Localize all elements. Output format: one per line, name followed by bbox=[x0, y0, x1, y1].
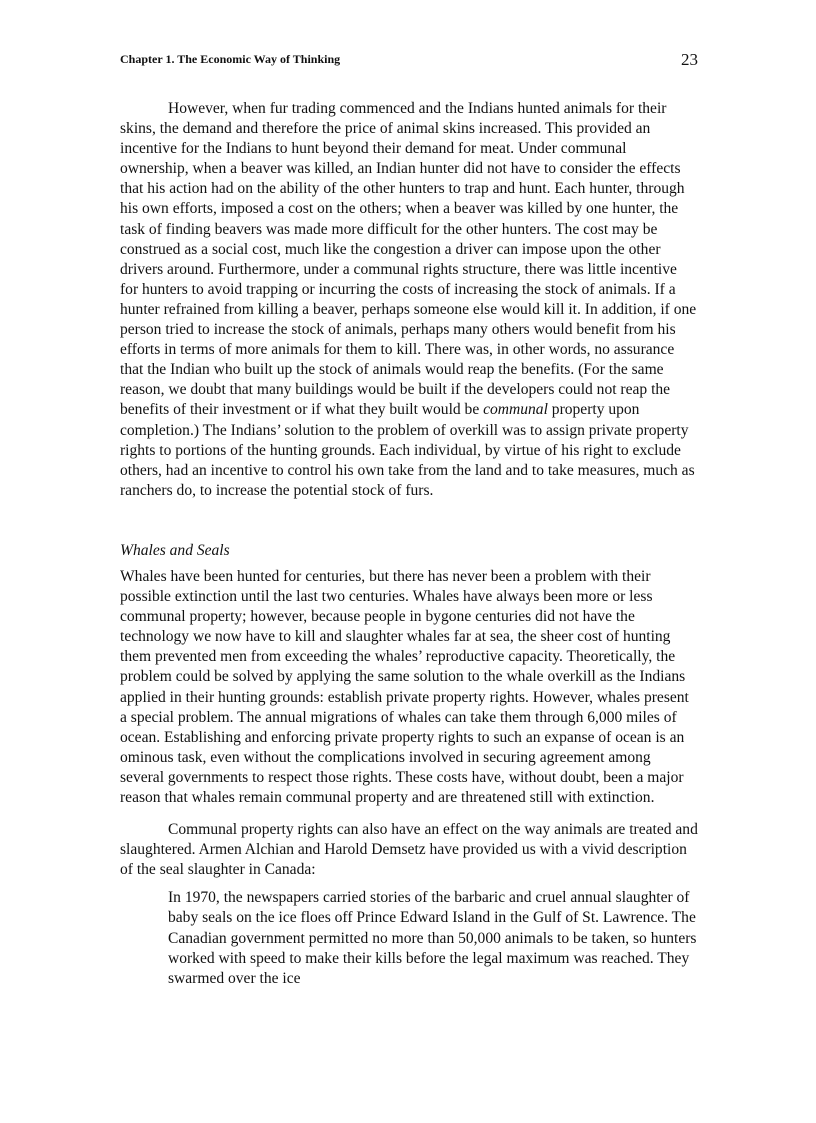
page-number: 23 bbox=[681, 50, 698, 69]
body-text bbox=[120, 99, 698, 989]
paragraph-text-continued: property upon completion.) The Indians’ solution to the problem of overkill was to assign private property rights to portions of the hunting grounds. Each individual, by virtue of his right to exclude others, had an incentive to control his own take from the land and to take measures, much as ranchers do, to increase the potential stock of furs. bbox=[120, 401, 695, 499]
chapter-title: Chapter 1. The Economic Way of Thinking bbox=[120, 52, 341, 66]
section-heading: Whales and Seals bbox=[120, 541, 230, 559]
running-header bbox=[120, 50, 698, 74]
paragraph-whales: Whales have been hunted for centuries, but there has never been a problem with their possible extinction until the last two centuries. Whales have always been more or less communal property; however, because people in bygone centuries did not have the technology we now have to kill and slaughter whales far at sea, the sheer cost of hunting them prevented men from exceeding the whales’ reproductive capacity. Theoretically, the problem could be solved by applying the same solution to the whale overkill as the Indians applied in their hunting grounds: establish private property rights. However, whales present a special problem. The annual migrations of whales can take them through 6,000 miles of ocean. Establishing and enforcing private property rights to such an expanse of ocean is an ominous task, even without the complications involved in securing agreement among several governments to respect those rights. These costs have, without doubt, been a major reason that whales remain communal property and are threatened still with extinction. bbox=[120, 567, 689, 806]
paragraph-seals: Communal property rights can also have an effect on the way animals are treated and slaughtered. Armen Alchian and Harold Demsetz have provided us with a vivid description of the seal slaughter in Canada: bbox=[120, 821, 698, 879]
block-quote: In 1970, the newspapers carried stories of the barbaric and cruel annual slaughter of baby seals on the ice floes off Prince Edward Island in the Gulf of St. Lawrence. The Canadian government permitted no more than 50,000 animals to be taken, so hunters worked with speed to make their kills before the legal maximum was reached. They swarmed over the ice bbox=[168, 889, 697, 987]
paragraph-text: However, when fur trading commenced and the Indians hunted animals for their skins, the demand and therefore the price of animal skins increased. This provided an incentive for the Indians to hunt beyond their demand for meat. Under communal ownership, when a beaver was killed, an Indian hunter did not have to consider the effects that his action had on the ability of the other hunters to trap and hunt. Each hunter, through his own efforts, imposed a cost on the others; when a beaver was killed by one hunter, the task of finding beavers was made more difficult for the other hunters. The cost may be construed as a social cost, much like the congestion a driver can impose upon the other drivers around. Furthermore, under a communal rights structure, there was little incentive for hunters to avoid trapping or incurring the costs of increasing the stock of animals. If a hunter refrained from killing a beaver, perhaps someone else would kill it. In addition, if one person tried to increase the stock of animals, perhaps many others would benefit from his efforts in terms of more animals for them to kill. There was, in other words, no assurance that the Indian who built up the stock of animals would reap the benefits. (For the same reason, we doubt that many buildings would be built if the developers could not reap the benefits of their investment or if what they built would be bbox=[120, 100, 697, 419]
emphasis-communal: communal bbox=[483, 401, 548, 419]
paragraph-fur-trading bbox=[120, 99, 698, 501]
